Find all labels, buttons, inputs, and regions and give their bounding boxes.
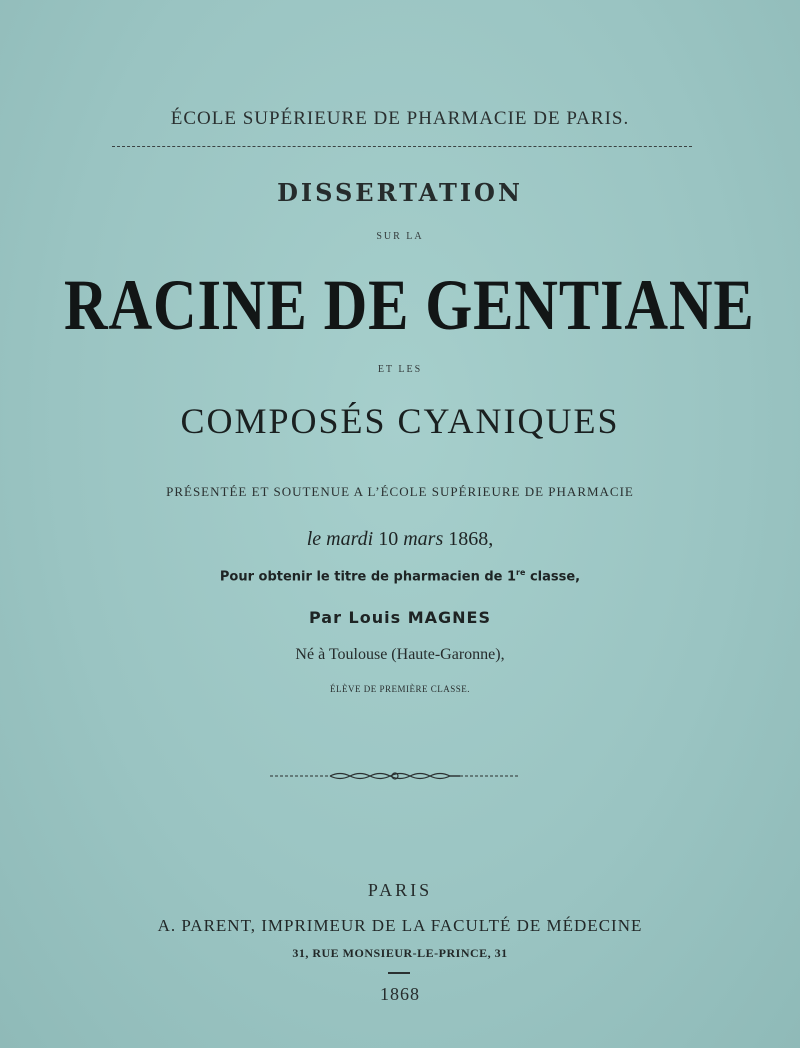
imprint-city: PARIS xyxy=(367,880,433,900)
purpose-prefix: Pour obtenir le titre de pharmacien de 1 xyxy=(219,569,517,585)
main-title: RACINE DE GENTIANE xyxy=(64,265,755,345)
purpose-line xyxy=(0,568,800,584)
purpose-suffix: classe, xyxy=(525,569,581,585)
date-year: 1868, xyxy=(448,528,494,550)
imprint-dash xyxy=(388,972,410,974)
header-rule xyxy=(112,146,692,147)
date-day: le mardi xyxy=(306,528,374,550)
defense-date xyxy=(0,528,800,551)
author-status: ÉLÈVE DE PREMIÈRE CLASSE. xyxy=(330,684,470,694)
dissertation-heading: DISSERTATION xyxy=(277,178,523,207)
imprint-year: 1868 xyxy=(380,984,420,1004)
ornament-divider xyxy=(270,768,520,784)
purpose-superscript: re xyxy=(516,568,526,577)
imprint-address: 31, RUE MONSIEUR-LE-PRINCE, 31 xyxy=(292,946,508,960)
author-birthplace: Né à Toulouse (Haute-Garonne), xyxy=(295,646,505,663)
connector-et-les: ET LES xyxy=(377,364,423,375)
date-month: mars xyxy=(403,528,444,550)
subtitle: COMPOSÉS CYANIQUES xyxy=(180,401,620,441)
school-heading: ÉCOLE SUPÉRIEURE DE PHARMACIE DE PARIS. xyxy=(170,108,630,129)
presentation-line: PRÉSENTÉE ET SOUTENUE A L’ÉCOLE SUPÉRIEURE DE PHARMACIE xyxy=(166,484,634,499)
connector-sur-la: SUR LA xyxy=(376,231,424,242)
date-number: 10 xyxy=(378,528,399,550)
author-name: Par Louis MAGNES xyxy=(309,608,491,627)
imprint-printer: A. PARENT, IMPRIMEUR DE LA FACULTÉ DE MÉDECINE xyxy=(157,916,643,935)
